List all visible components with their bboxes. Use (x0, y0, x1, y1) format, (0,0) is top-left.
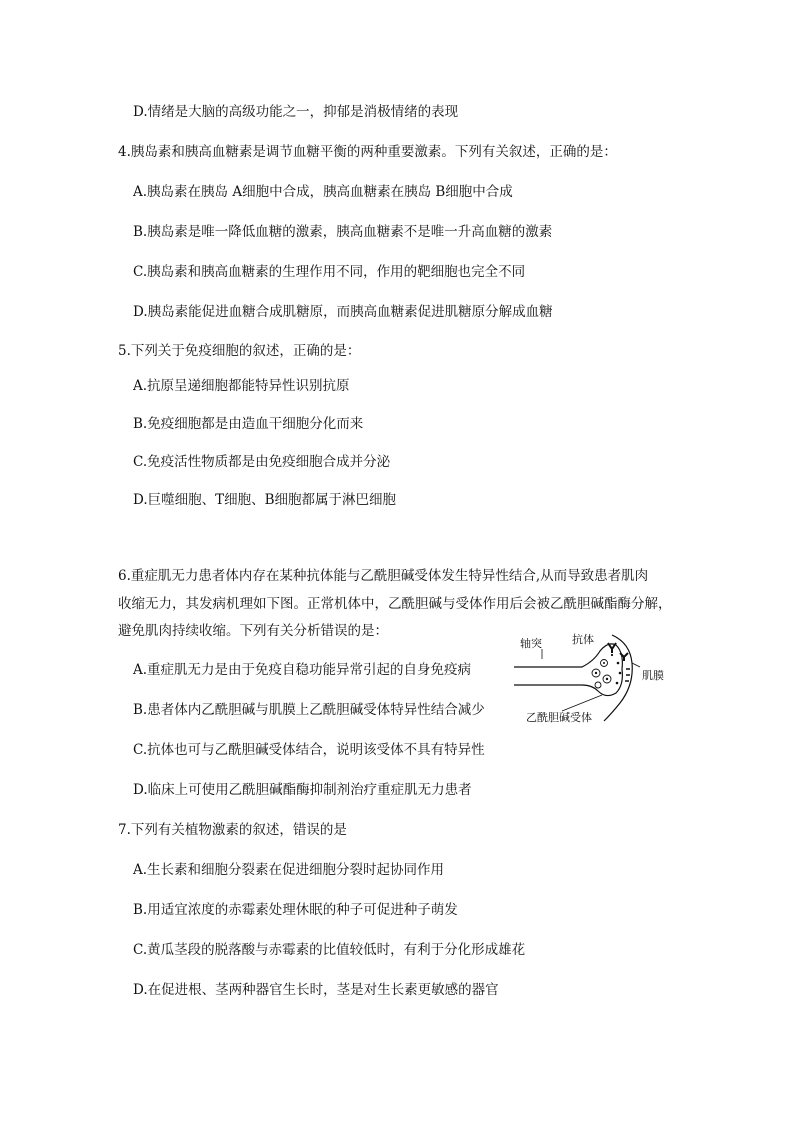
vesicle (595, 682, 601, 688)
antibody-shape (608, 643, 616, 653)
q6-stem-line-2: 收缩无力，其发病机理如下图。正常机体中，乙酰胆碱与受体作用后会被乙酰胆碱酯酶分解， (118, 596, 672, 612)
q3-option-d: D.情绪是大脑的高级功能之一，抑郁是消极情绪的表现 (133, 104, 459, 120)
q6-option-c: C.抗体也可与乙酰胆碱受体结合，说明该受体不具有特异性 (133, 742, 485, 758)
q4-option-d: D.胰岛素能促进血糖合成肌糖原，而胰高血糖素促进肌糖原分解成血糖 (133, 304, 553, 320)
q7-option-d: D.在促进根、茎两种器官生长时，茎是对生长素更敏感的器官 (133, 982, 499, 998)
q5-option-d: D.巨噬细胞、T细胞、B细胞都属于淋巴细胞 (133, 492, 397, 508)
q6-option-d: D.临床上可使用乙酰胆碱酯酶抑制剂治疗重症肌无力患者 (133, 782, 472, 798)
synapse-diagram (512, 633, 672, 723)
q4-option-b: B.胰岛素是唯一降低血糖的激素，胰高血糖素不是唯一升高血糖的激素 (133, 224, 553, 240)
q6-stem-line-1: 6.重症肌无力患者体内存在某种抗体能与乙酰胆碱受体发生特异性结合,从而导致患者肌肉 (118, 568, 649, 584)
q7-stem: 7.下列有关植物激素的叙述，错误的是 (118, 822, 347, 838)
q7-option-a: A.生长素和细胞分裂素在促进细胞分裂时起协同作用 (133, 862, 445, 878)
q5-option-c: C.免疫活性物质都是由免疫细胞合成并分泌 (133, 454, 391, 470)
q7-option-c: C.黄瓜茎段的脱落酸与赤霉素的比值较低时，有利于分化形成雄花 (133, 942, 526, 958)
label-muscle-membrane: 肌膜 (642, 669, 664, 682)
label-axon: 轴突 (520, 637, 542, 650)
q4-stem: 4.胰岛素和胰高血糖素是调节血糖平衡的两种重要激素。下列有关叙述，正确的是： (118, 144, 617, 160)
q4-option-a: A.胰岛素在胰岛 A细胞中合成，胰高血糖素在胰岛 B细胞中合成 (133, 184, 513, 200)
q6-stem-line-3: 避免肌肉持续收缩。下列有关分析错误的是： (118, 623, 388, 639)
label-receptor: 乙酰胆碱受体 (526, 711, 592, 723)
receptor-shape (625, 669, 630, 681)
q5-option-b: B.免疫细胞都是由造血干细胞分化而来 (133, 416, 364, 432)
antibody-shape (620, 653, 628, 661)
q6-option-a: A.重症肌无力是由于免疫自稳功能异常引起的自身免疫病 (133, 662, 472, 678)
q5-option-a: A.抗原呈递细胞都能特异性识别抗原 (133, 378, 350, 394)
label-antibody: 抗体 (572, 633, 594, 646)
q5-stem: 5.下列关于免疫细胞的叙述，正确的是： (118, 343, 361, 359)
q6-option-b: B.患者体内乙酰胆碱与肌膜上乙酰胆碱受体特异性结合减少 (133, 702, 485, 718)
q7-option-b: B.用适宜浓度的赤霉素处理休眠的种子可促进种子萌发 (133, 902, 458, 918)
q4-option-c: C.胰岛素和胰高血糖素的生理作用不同，作用的靶细胞也完全不同 (133, 264, 526, 280)
axon-shape (514, 644, 622, 696)
